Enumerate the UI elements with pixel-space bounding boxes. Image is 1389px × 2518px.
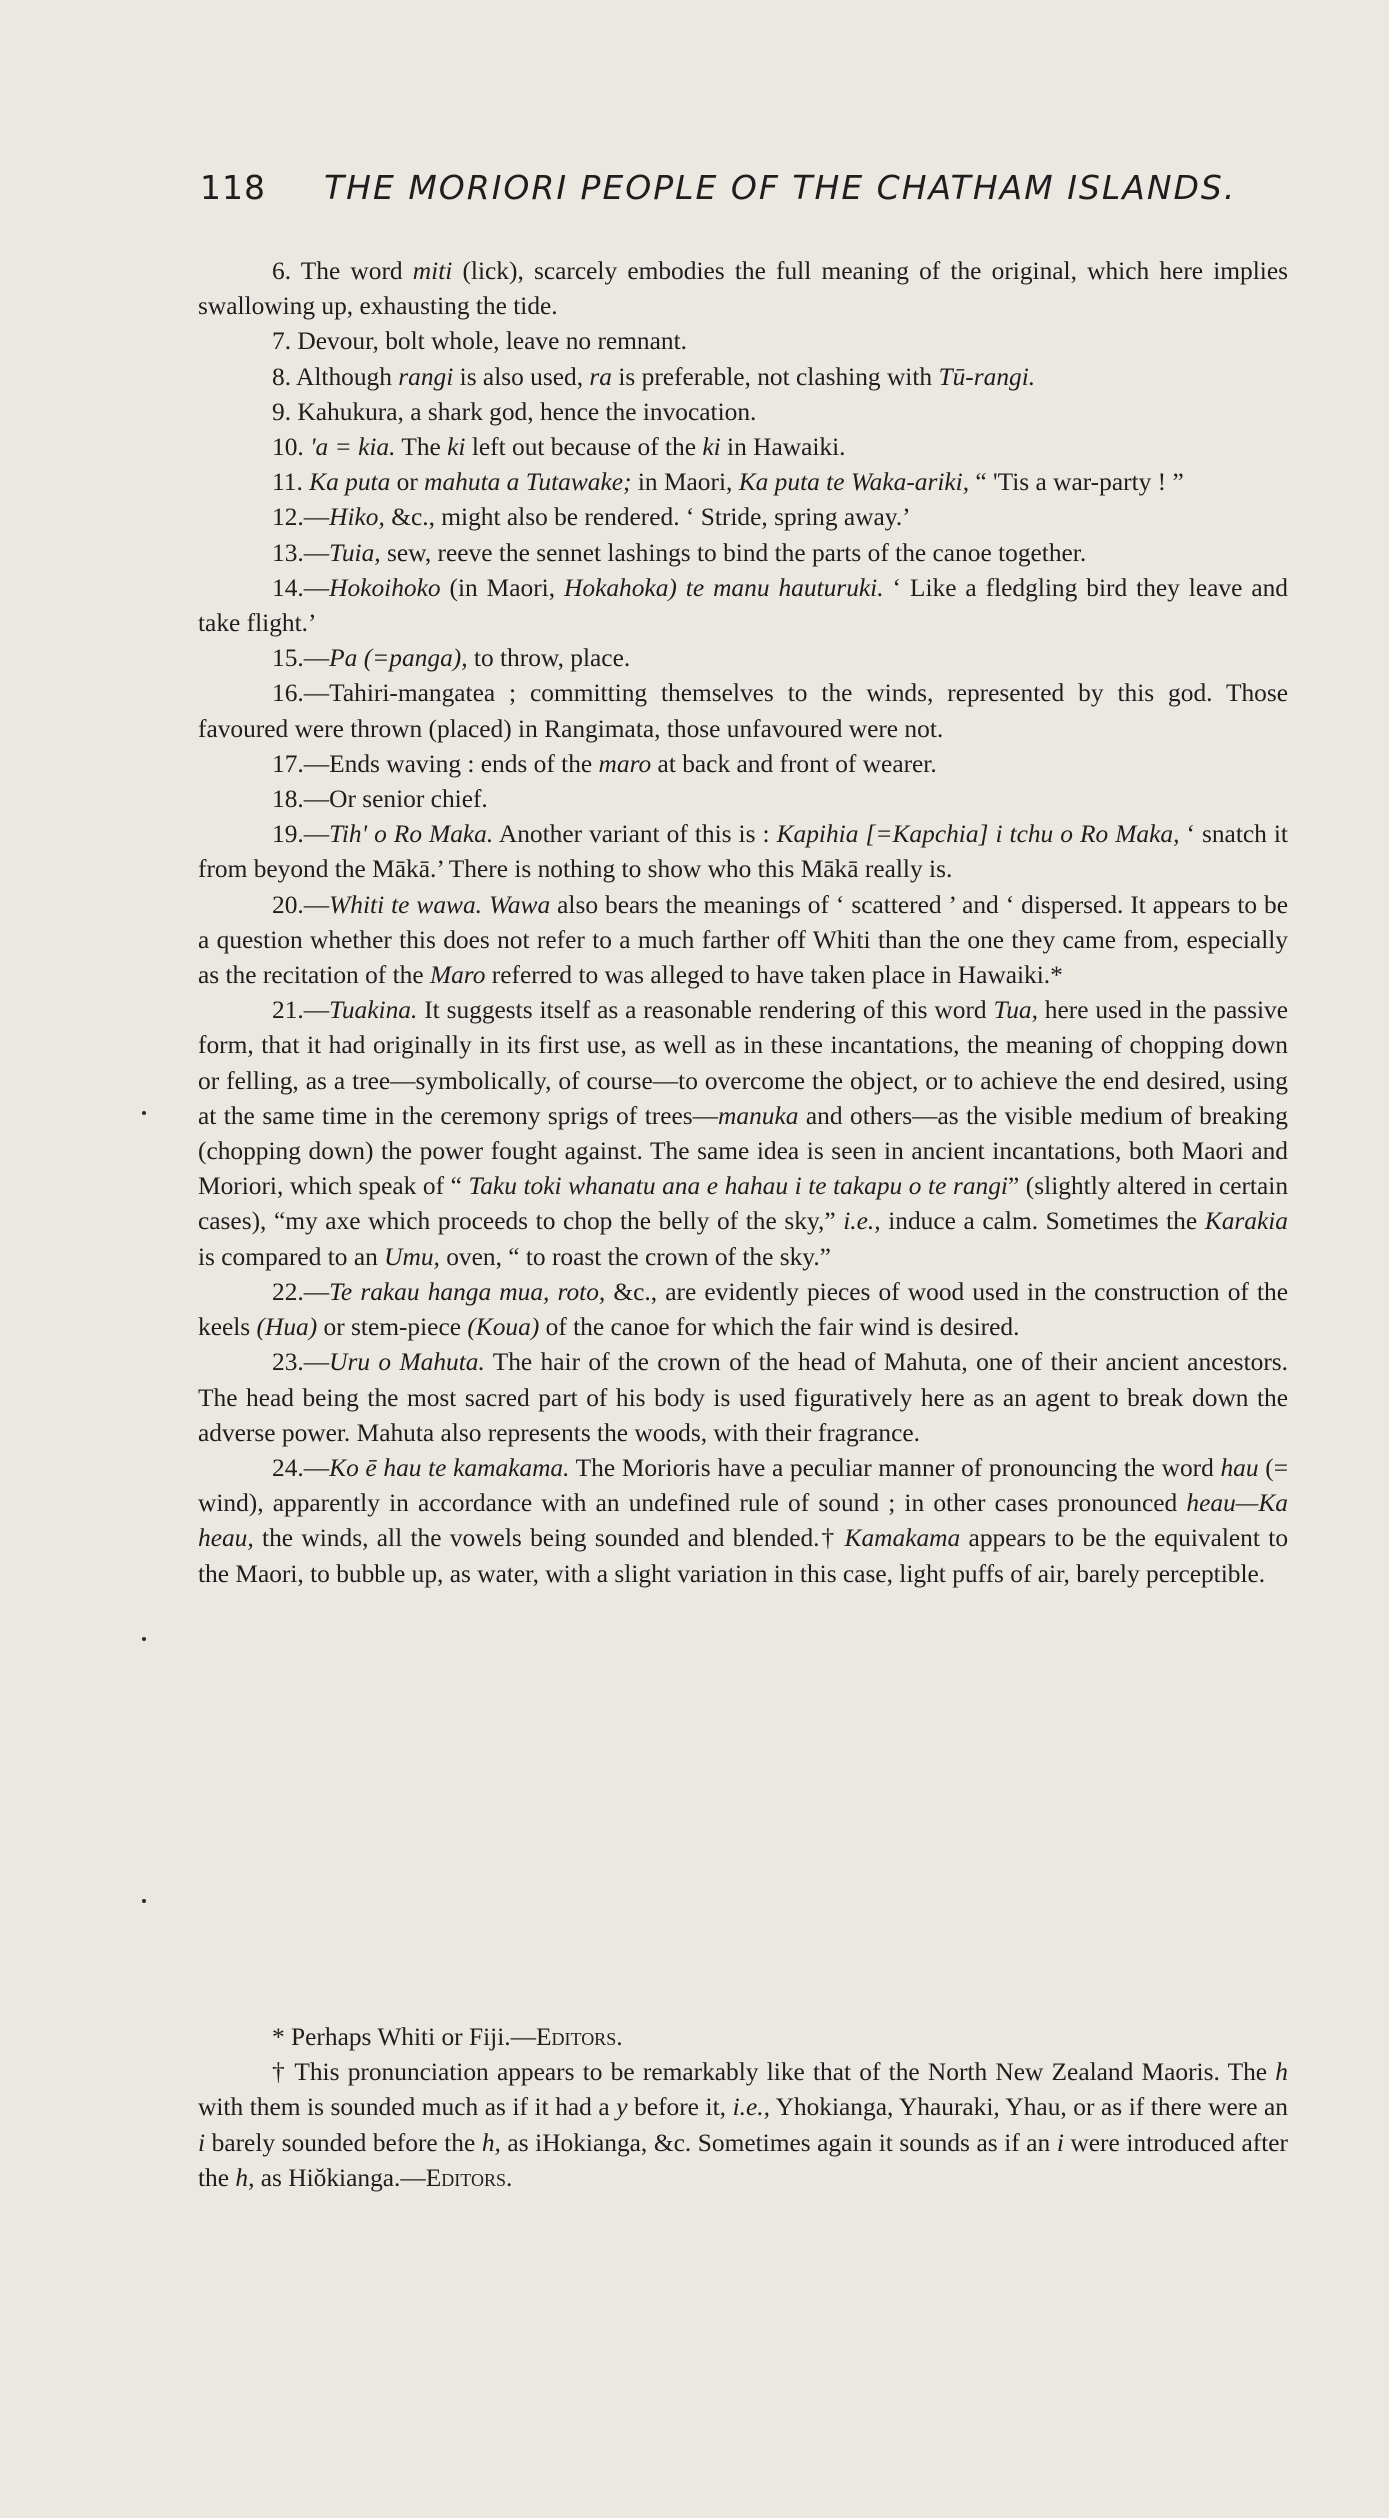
note-10: 10. 'a = kia. The ki left out because of the ki in Hawaiki. (272, 433, 846, 462)
running-header (200, 168, 1237, 228)
footnotes (198, 2020, 1288, 2196)
notes-body (198, 254, 1288, 1592)
note-12: 12.—Hiko, &c., might also be rendered. ‘ Stride, spring away.’ (272, 503, 911, 532)
margin-speck (142, 1111, 146, 1115)
page-number: 118 (200, 168, 266, 207)
note-14: 14.—Hokoihoko (in Maori, Hokahoka) te manu hauturuki. ‘ Like a fledgling bird they leave and take flight.’ (198, 573, 1288, 638)
note-20: 20.—Whiti te wawa. Wawa also bears the meanings of ‘ scattered ’ and ‘ dispersed. It appears to be a question whether this does not refer to a much farther off Whiti than the one they came from, especially as the recitation of the Maro referred to was alleged to have taken place in Hawaiki.* (198, 890, 1288, 990)
note-6: 6. The word miti (lick), scarcely embodies the full meaning of the original, which here implies swallowing up, exhausting the tide. (198, 257, 1288, 321)
note-24: 24.—Ko ē hau te kamakama. The Morioris have a peculiar manner of pronouncing the word hau (= wind), apparently in accordance with an undefined rule of sound ; in other cases pronounced heau—Ka heau, the winds, all the vowels being sounded and blended.† Kamakama appears to be the equivalent to the Maori, to bubble up, as water, with a slight variation in this case, light puffs of air, barely perceptible. (198, 1453, 1289, 1588)
footnote-asterisk: * Perhaps Whiti or Fiji.—Editors. (272, 2023, 623, 2051)
note-21: 21.—Tuakina. It suggests itself as a reasonable rendering of this word Tua, here used in the passive form, that it had originally in its first use, as well as in these incantations, the meaning of chopping down or felling, as a tree—symbolically, of course—to overcome the object, or to achieve the end desired, using at the same time in the ceremony sprigs of trees—manuka and others—as the visible medium of breaking (chopping down) the power fought against. The same idea is seen in ancient incantations, both Maori and Moriori, which speak of “ Taku toki whanatu ana e hahau i te takapu o te rangi” (slightly altered in certain cases), “my axe which proceeds to chop the belly of the sky,” i.e., induce a calm. Sometimes the Karakia is compared to an Umu, oven, “ to roast the crown of the sky.” (198, 996, 1289, 1271)
note-17: 17.—Ends waving : ends of the maro at back and front of wearer. (272, 749, 937, 778)
note-13: 13.—Tuia, sew, reeve the sennet lashings to bind the parts of the canoe together. (272, 538, 1087, 567)
margin-speck (142, 1899, 146, 1903)
note-16: 16.—Tahiri-mangatea ; committing themselves to the winds, represented by this god. Those favoured were thrown (placed) in Rangimata, those unfavoured were not. (198, 679, 1288, 743)
note-9: 9. Kahukura, a shark god, hence the invocation. (272, 397, 757, 426)
note-7: 7. Devour, bolt whole, leave no remnant. (272, 327, 687, 356)
note-23: 23.—Uru o Mahuta. The hair of the crown of the head of Mahuta, one of their ancient ancestors. The head being the most sacred part of his body is used figuratively here as an agent to break down the adverse power. Mahuta also represents the woods, with their fragrance. (198, 1348, 1288, 1447)
note-18: 18.—Or senior chief. (272, 785, 488, 814)
note-11: 11. Ka puta or mahuta a Tutawake; in Maori, Ka puta te Waka-ariki, “ 'Tis a war-party ! ” (272, 468, 1184, 497)
note-19: 19.—Tih' o Ro Maka. Another variant of this is : Kapihia [=Kapchia] i tchu o Ro Maka, ‘ snatch it from beyond the Mākā.’ There is nothing to show who this Mākā really is. (198, 820, 1288, 884)
note-8: 8. Although rangi is also used, ra is preferable, not clashing with Tū-rangi. (272, 362, 1036, 391)
margin-speck (142, 1637, 146, 1641)
footnote-dagger: † This pronunciation appears to be remarkably like that of the North New Zealand Maoris. The h with them is sounded much as if it had a y before it, i.e., Yhokianga, Yhauraki, Yhau, or as if there were an i barely sounded before the h, as iHokianga, &c. Sometimes again it sounds as if an i were introduced after the h, as Hiŏkianga.—Editors. (198, 2058, 1288, 2192)
note-22: 22.—Te rakau hanga mua, roto, &c., are evidently pieces of wood used in the construction of the keels (Hua) or stem-piece (Koua) of the canoe for which the fair wind is desired. (198, 1277, 1289, 1342)
note-15: 15.—Pa (=panga), to throw, place. (272, 644, 631, 673)
running-title: THE MORIORI PEOPLE OF THE CHATHAM ISLANDS. (324, 168, 1237, 207)
